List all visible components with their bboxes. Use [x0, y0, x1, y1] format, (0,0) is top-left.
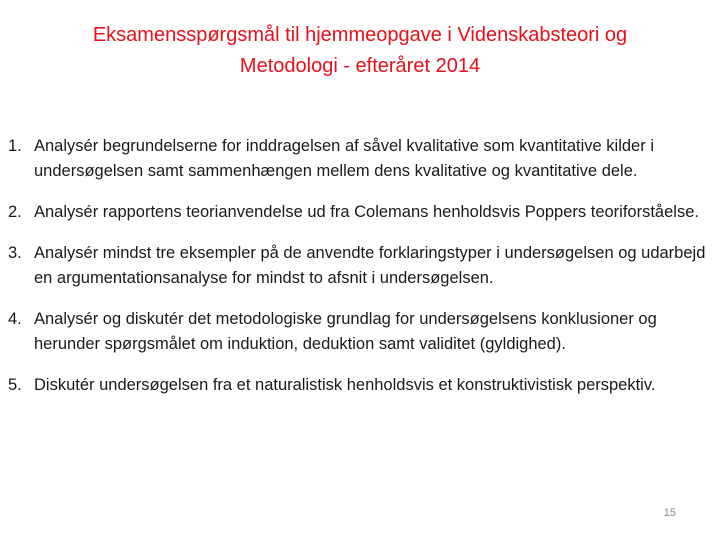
- question-number: 5.: [8, 376, 22, 394]
- question-number: 1.: [8, 137, 22, 155]
- question-item-2: [8, 200, 708, 225]
- slide-title: [40, 20, 680, 82]
- title-line-2: Metodologi - efteråret 2014: [239, 55, 481, 77]
- question-item-4: [8, 307, 708, 357]
- question-text: Analysér mindst tre eksempler på de anvendte forklaringstyper i undersøgelsen og udarbejd en argumentationsanalyse for mindst to afsnit i undersøgelsen.: [34, 244, 706, 287]
- question-item-3: [8, 241, 708, 291]
- question-text: Analysér rapportens teorianvendelse ud fra Colemans henholdsvis Poppers teoriforståelse.: [34, 203, 699, 221]
- page-number: 15: [663, 507, 676, 519]
- question-number: 3.: [8, 244, 22, 262]
- title-line-1: Eksamensspørgsmål til hjemmeopgave i Videnskabsteori og: [92, 24, 628, 46]
- question-text: Diskutér undersøgelsen fra et naturalistisk henholdsvis et konstruktivistisk perspektiv.: [34, 376, 656, 394]
- question-number: 4.: [8, 310, 22, 328]
- question-text: Analysér begrundelserne for inddragelsen af såvel kvalitative som kvantitative kilder i undersøgelsen samt sammenhængen mellem dens kvalitative og kvantitative dele.: [34, 137, 654, 180]
- question-item-1: [8, 134, 708, 184]
- question-item-5: [8, 373, 708, 398]
- question-number: 2.: [8, 203, 22, 221]
- question-text: Analysér og diskutér det metodologiske grundlag for undersøgelsens konklusioner og herunder spørgsmålet om induktion, deduktion samt validitet (gyldighed).: [34, 310, 657, 353]
- question-list: [8, 134, 708, 414]
